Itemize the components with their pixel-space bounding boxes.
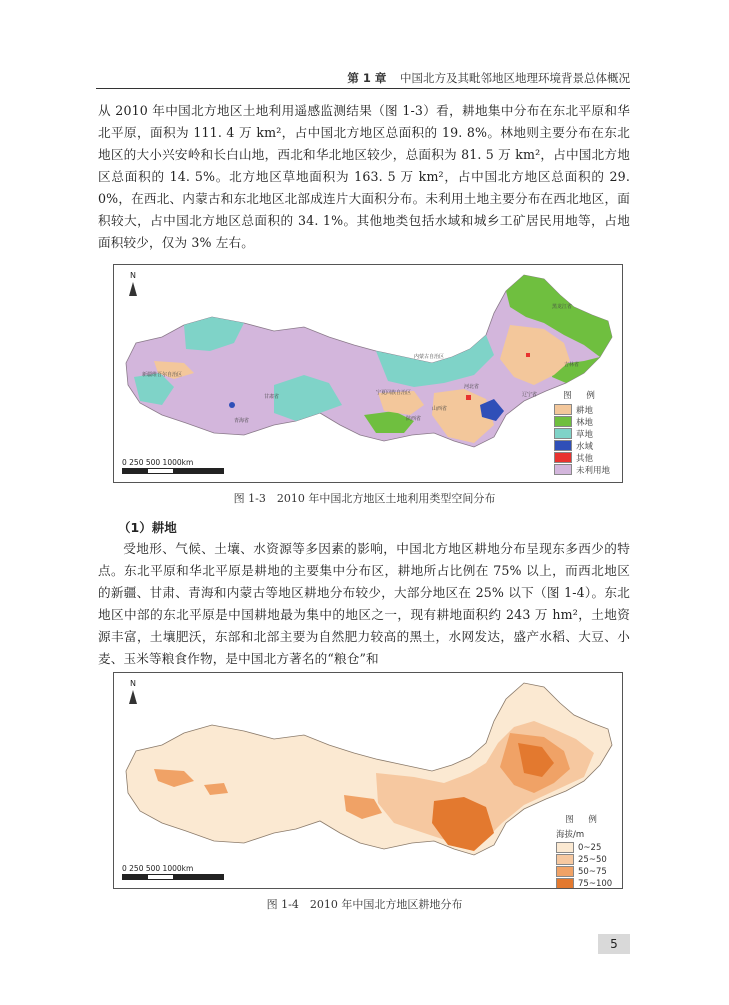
cropland-map — [113, 672, 623, 889]
legend-title: 图 例 — [565, 815, 603, 825]
legend-item — [554, 464, 610, 475]
figure-1-3-caption: 图 1-3 2010 年中国北方地区土地利用类型空间分布 — [233, 492, 496, 505]
cropland-map-graphic — [114, 673, 622, 888]
legend-cropland — [556, 813, 612, 889]
north-arrow — [126, 679, 140, 704]
north-label: N — [130, 271, 136, 280]
chapter-label: 第 1 章 — [347, 71, 387, 85]
place-label: 吉林省 — [564, 362, 580, 368]
place-label: 辽宁省 — [522, 392, 538, 398]
legend-item — [554, 428, 610, 439]
place-label: 甘肃省 — [264, 394, 280, 400]
legend-label: 其他 — [576, 453, 594, 464]
north-label: N — [130, 679, 136, 688]
chapter-title: 中国北方及其毗邻地区地理环境背景总体概况 — [400, 71, 630, 85]
legend-label: 草地 — [576, 429, 594, 440]
legend-label: 25~50 — [578, 854, 607, 865]
land-use-map — [113, 264, 623, 483]
scale-bar-graphic — [122, 874, 224, 880]
place-label: 山西省 — [432, 406, 448, 412]
scale-label: 0 250 500 1000km — [122, 458, 194, 467]
legend-item — [556, 866, 612, 877]
land-use-map-graphic — [114, 265, 622, 482]
place-label: 陕西省 — [406, 416, 422, 422]
scale-label: 0 250 500 1000km — [122, 864, 194, 873]
place-label: 黑龙江省 — [552, 304, 573, 310]
legend-swatch — [554, 404, 572, 415]
section-title-cropland: （1）耕地 — [118, 520, 177, 535]
place-label: 河北省 — [464, 384, 480, 390]
north-arrow-icon — [129, 282, 137, 296]
north-arrow — [126, 271, 140, 296]
legend-label: 0~25 — [578, 842, 602, 853]
scale-bar — [122, 864, 224, 880]
place-label: 内蒙古自治区 — [414, 354, 445, 360]
header-rule — [96, 88, 630, 89]
legend-item — [554, 404, 610, 415]
running-header — [96, 70, 630, 90]
legend-item — [556, 854, 612, 865]
legend-label: 水域 — [576, 441, 594, 452]
legend-item — [554, 452, 610, 463]
legend-swatch — [554, 416, 572, 427]
place-label: 新疆维吾尔自治区 — [142, 372, 183, 378]
figure-1-4-caption: 图 1-4 2010 年中国北方地区耕地分布 — [266, 898, 463, 911]
north-arrow-icon — [129, 690, 137, 704]
place-label: 宁夏回族自治区 — [376, 390, 412, 396]
legend-swatch — [556, 866, 574, 877]
paragraph-cropland: 受地形、气候、土壤、水资源等多因素的影响，中国北方地区耕地分布呈现东多西少的特点。东北平原和华北平原是耕地的主要集中分布区，耕地所占比例在 75% 以上，而西北地区的新疆、甘肃、青海和内蒙古等地区耕地分布较少，大部分地区在 25% 以下（图 1-4）。东北地区中部的东北平原是中国耕地最为集中的地区之一，现有耕地面积约 243 万 hm²，土地资源丰富，土壤肥沃，东部和北部主要为自然肥力较高的黑土，水网发达，盛产水稻、大豆、小麦、玉米等粮食作物，是中国北方著名的“粮仓”和 — [98, 541, 630, 666]
legend-label: 耕地 — [576, 405, 594, 416]
scale-bar — [122, 458, 224, 474]
paragraph-land-use: 从 2010 年中国北方地区土地利用遥感监测结果（图 1-3）看，耕地集中分布在东北平原和华北平原，面积为 111. 4 万 km²，占中国北方地区总面积的 19. 8%。林地则主要分布在东北地区的大小兴安岭和长白山地，西北和华北地区较少，总面积为 81. 5 万 km²，占中国北方地区总面积的 14. 5%。北方地区草地面积为 163. 5 万 km²，占中国北方地区总面积的 29. 0%，在西北、内蒙古和东北地区北部成连片大面积分布。未利用土地主要分布在西北地区，面积较大，占中国北方地区总面积的 34. 1%。其他地类包括水域和城乡工矿居民用地等，占地面积较少，仅为 3% 左右。 — [98, 103, 630, 250]
legend-swatch — [556, 878, 574, 889]
legend-item — [554, 440, 610, 451]
legend-swatch — [554, 440, 572, 451]
scale-bar-graphic — [122, 468, 224, 474]
legend-item — [556, 878, 612, 889]
legend-label: 50~75 — [578, 866, 607, 877]
legend-swatch — [554, 464, 572, 475]
legend-swatch — [556, 854, 574, 865]
legend-item — [554, 416, 610, 427]
legend-title: 图 例 — [563, 391, 601, 401]
legend-land-use — [554, 389, 610, 476]
legend-subtitle: 海拔/m — [556, 830, 585, 840]
legend-label: 林地 — [576, 417, 594, 428]
page-number: 5 — [598, 934, 630, 954]
place-label: 青海省 — [234, 418, 250, 424]
legend-label: 75~100 — [578, 878, 613, 889]
legend-item — [556, 842, 612, 853]
legend-swatch — [556, 842, 574, 853]
legend-swatch — [554, 428, 572, 439]
legend-swatch — [554, 452, 572, 463]
legend-label: 未利用地 — [576, 465, 611, 476]
